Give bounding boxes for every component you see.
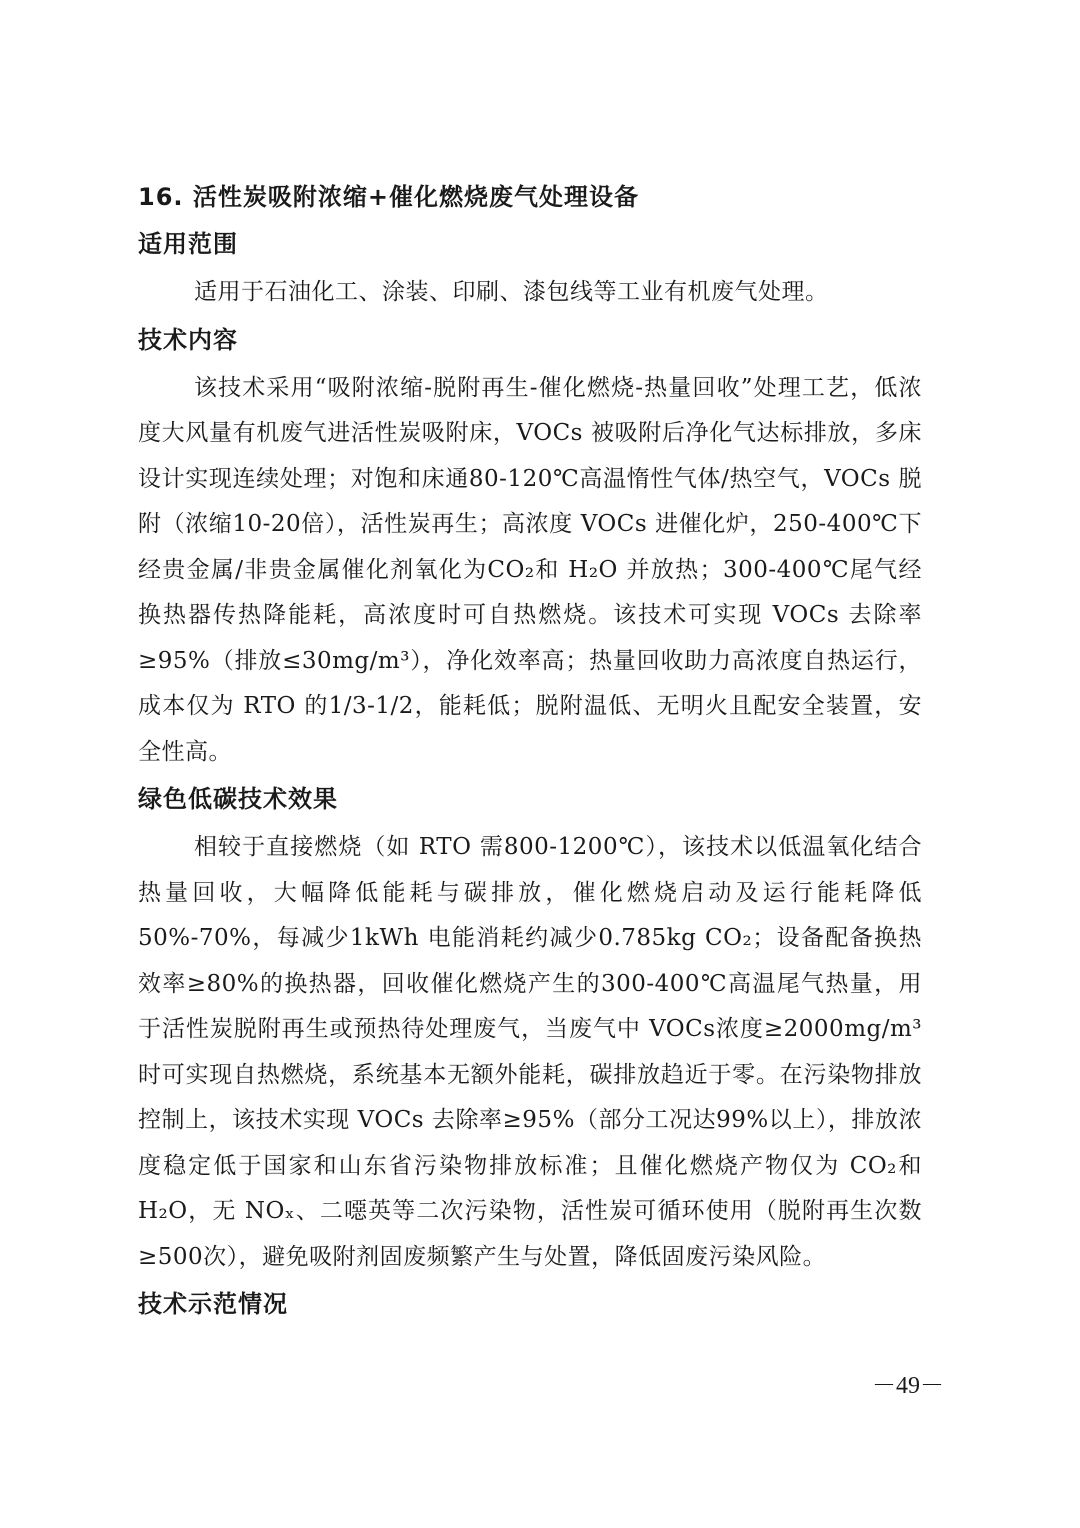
document-page [138, 178, 922, 1330]
section-heading-scope: 适用范围 [138, 230, 238, 258]
document-title: 16. 活性炭吸附浓缩+催化燃烧废气处理设备 [138, 183, 639, 211]
section-heading-technical-content: 技术内容 [138, 325, 238, 354]
section-paragraph-scope: 适用于石油化工、涂装、印刷、漆包线等工业有机废气处理。 [194, 279, 829, 305]
section-heading-low-carbon-effect: 绿色低碳技术效果 [138, 785, 338, 813]
page-number: －49－ [872, 1373, 944, 1399]
section-heading-demonstration: 技术示范情况 [138, 1290, 288, 1318]
section-paragraph-low-carbon-effect: 相较于直接燃烧（如 RTO 需800-1200℃），该技术以低温氧化结合热量回收，大幅降低能耗与碳排放，催化燃烧启动及运行能耗降低50%-70%，每减少1kWh 电能消耗约减少0.785kg CO₂；设备配备换热效率≥80%的换热器，回收催化燃烧产生的300-400℃高温尾气热量，用于活性炭脱附再生或预热待处理废气，当废气中 VOCs浓度≥2000mg/m³时可实现自热燃烧，系统基本无额外能耗，碳排放趋近于零。在污染物排放控制上，该技术实现 VOCs 去除率≥95%（部分工况达99%以上），排放浓度稳定低于国家和山东省污染物排放标准；且催化燃烧产物仅为 CO₂和 H₂O，无 NOₓ、二噁英等二次污染物，活性炭可循环使用（脱附再生次数≥500次），避免吸附剂固废频繁产生与处置，降低固废污染风险。 [138, 834, 922, 1270]
section-paragraph-technical-content: 该技术采用“吸附浓缩-脱附再生-催化燃烧-热量回收”处理工艺，低浓度大风量有机废气进活性炭吸附床，VOCs 被吸附后净化气达标排放，多床设计实现连续处理；对饱和床通80-120℃高温惰性气体/热空气，VOCs 脱附（浓缩10-20倍），活性炭再生；高浓度 VOCs 进催化炉，250-400℃下经贵金属/非贵金属催化剂氧化为CO₂和 H₂O 并放热；300-400℃尾气经换热器传热降能耗，高浓度时可自热燃烧。该技术可实现 VOCs 去除率≥95%（排放≤30mg/m³），净化效率高；热量回收助力高浓度自热运行，成本仅为 RTO 的1/3-1/2，能耗低；脱附温低、无明火且配安全装置，安全性高。 [138, 374, 922, 765]
